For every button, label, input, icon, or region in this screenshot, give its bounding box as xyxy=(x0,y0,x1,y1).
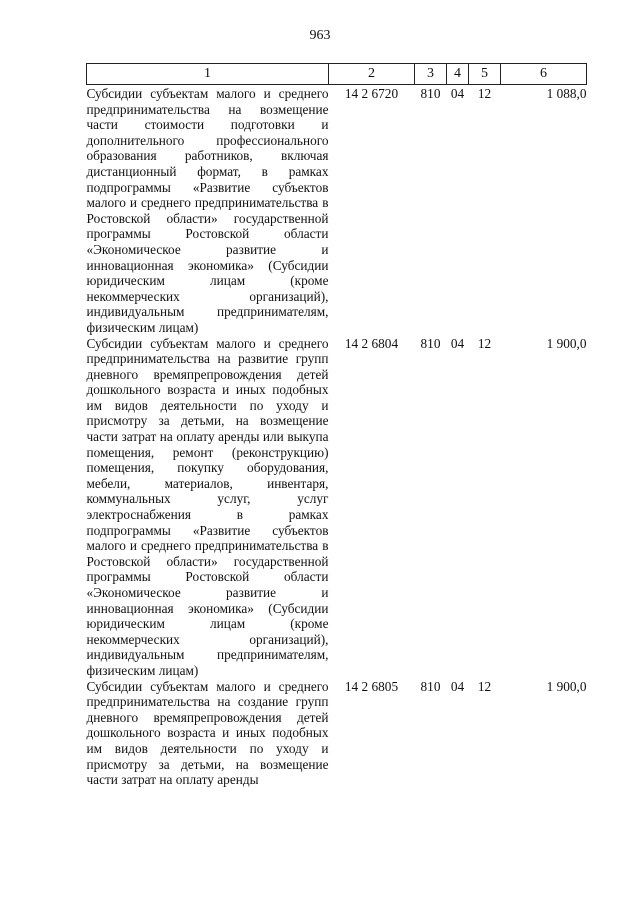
budget-table xyxy=(86,63,587,788)
column-header-1: 1 xyxy=(87,64,329,85)
row-target-code: 14 2 6804 xyxy=(344,335,399,351)
row-subsection: 12 xyxy=(477,678,492,694)
row-description: Субсидии субъектам малого и среднего предпринимательства на развитие групп дневного времяпрепровождения детей дошкольного возраста и иных подобных им видов деятельности по уходу и присмотру за детьми, на возмещение части затрат на оплату аренды или выкупа помещения, ремонт (реконструкцию) помещения, покупку оборудования, мебели, материалов, инвентаря, коммунальных услуг, услуг электроснабжения в рамках подпрограммы «Развитие субъектов малого и среднего предпринимательства в Ростовской области» государственной программы Ростовской области «Экономическое развитие и инновационная экономика» (Субсидии юридическим лицам (кроме некоммерческих организаций), индивидуальным предпринимателям, физическим лицам) xyxy=(86,335,329,678)
column-header-5: 5 xyxy=(469,64,501,85)
row-amount: 1 900,0 xyxy=(546,335,587,351)
page-number: 963 xyxy=(309,28,331,43)
column-header-4: 4 xyxy=(447,64,469,85)
row-section: 04 xyxy=(450,335,465,351)
column-header-2: 2 xyxy=(329,64,415,85)
column-header-3: 3 xyxy=(415,64,447,85)
row-amount: 1 088,0 xyxy=(546,86,587,101)
column-header-6: 6 xyxy=(501,64,587,85)
table-row xyxy=(87,85,587,336)
row-target-code: 14 2 6805 xyxy=(344,678,399,694)
row-description: Субсидии субъектам малого и среднего предпринимательства на возмещение части стоимости подготовки и дополнительного профессионального образования работников, включая дистанционный формат, в рамках подпрограммы «Развитие субъектов малого и среднего предпринимательства в Ростовской области» государственной программы Ростовской области «Экономическое развитие и инновационная экономика» (Субсидии юридическим лицам (кроме некоммерческих организаций), индивидуальным предпринимателям, физическим лицам) xyxy=(86,86,329,335)
row-expense-type: 810 xyxy=(420,86,441,101)
row-section: 04 xyxy=(450,678,465,694)
table-header xyxy=(87,64,587,85)
row-description: Субсидии субъектам малого и среднего предпринимательства на создание групп дневного времяпрепровождения детей дошкольного возраста и иных подобных им видов деятельности по уходу и присмотру за детьми, на возмещение части затрат на оплату аренды xyxy=(86,678,329,788)
table-row xyxy=(87,336,587,679)
row-expense-type: 810 xyxy=(420,335,441,351)
row-section: 04 xyxy=(450,86,465,101)
row-subsection: 12 xyxy=(477,335,492,351)
table-row xyxy=(87,679,587,788)
row-target-code: 14 2 6720 xyxy=(344,86,399,101)
row-expense-type: 810 xyxy=(420,678,441,694)
row-subsection: 12 xyxy=(477,86,492,101)
row-amount: 1 900,0 xyxy=(546,678,587,694)
table-body xyxy=(87,85,587,788)
header-row xyxy=(87,64,587,85)
